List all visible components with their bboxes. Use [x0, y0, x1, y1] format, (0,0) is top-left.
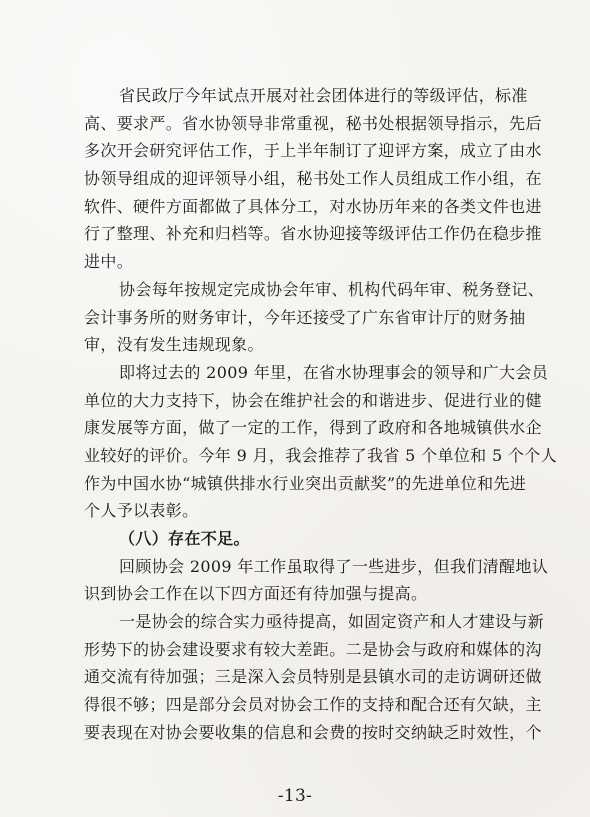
paragraph-line: 会计事务所的财务审计，今年还接受了广东省审计厅的财务抽	[84, 307, 526, 327]
paragraph-line: 得很不够；四是部分会员对协会工作的支持和配合还有欠缺，主	[84, 695, 542, 715]
paragraph-line: 多次开会研究评估工作，于上半年制订了迎评方案，成立了由水	[84, 141, 542, 161]
paragraph-line: 通交流有待加强；三是深入会员特别是县镇水司的走访调研还做	[84, 667, 542, 687]
paragraph-line: 审，没有发生违规现象。	[84, 335, 264, 355]
paragraph-line: 形势下的协会建设要求有较大差距。二是协会与政府和媒体的沟	[84, 639, 542, 659]
paragraph-line: 一是协会的综合实力亟待提高，如固定资产和人才建设与新	[119, 612, 545, 632]
page-number: -13-	[277, 786, 313, 806]
paragraph-line: 回顾协会 2009 年工作虽取得了一些进步，但我们清醒地认	[119, 556, 549, 576]
document-body	[84, 82, 558, 747]
paragraph-line: 个人予以表彰。	[84, 501, 199, 521]
paragraph-line: 即将过去的 2009 年里，在省水协理事会的领导和广大会员	[119, 362, 549, 382]
paragraph-line: 协领导组成的迎评领导小组，秘书处工作人员组成工作小组，在	[84, 169, 542, 189]
paragraph-line: 协会每年按规定完成协会年审、机构代码年审、税务登记、	[119, 279, 545, 299]
paragraph-line: 单位的大力支持下，协会在维护社会的和谐进步、促进行业的健	[84, 390, 542, 410]
paragraph-line: 软件、硬件方面都做了具体分工，对水协历年来的各类文件也进	[84, 196, 542, 216]
paragraph-line: 高、要求严。省水协领导非常重视，秘书处根据领导指示，先后	[84, 113, 542, 133]
paragraph-line: 省民政厅今年试点开展对社会团体进行的等级评估，标准	[119, 86, 528, 105]
paragraph-line: 康发展等方面，做了一定的工作，得到了政府和各地城镇供水企	[84, 418, 542, 438]
paragraph-line: 要表现在对协会要收集的信息和会费的按时交纳缺乏时效性，个	[84, 722, 542, 742]
paragraph-line: 作为中国水协“城镇供排水行业突出贡献奖”的先进单位和先进	[84, 473, 527, 493]
paragraph-line: 行了整理、补充和归档等。省水协迎接等级评估工作仍在稳步推	[84, 224, 542, 244]
paragraph-line: 业较好的评价。今年 9 月，我会推荐了我省 5 个单位和 5 个个人	[84, 445, 557, 465]
paragraph-line: 进中。	[84, 252, 134, 272]
section-heading: （八）存在不足。	[119, 529, 250, 548]
paragraph-line: 识到协会工作在以下四方面还有待加强与提高。	[84, 584, 428, 604]
